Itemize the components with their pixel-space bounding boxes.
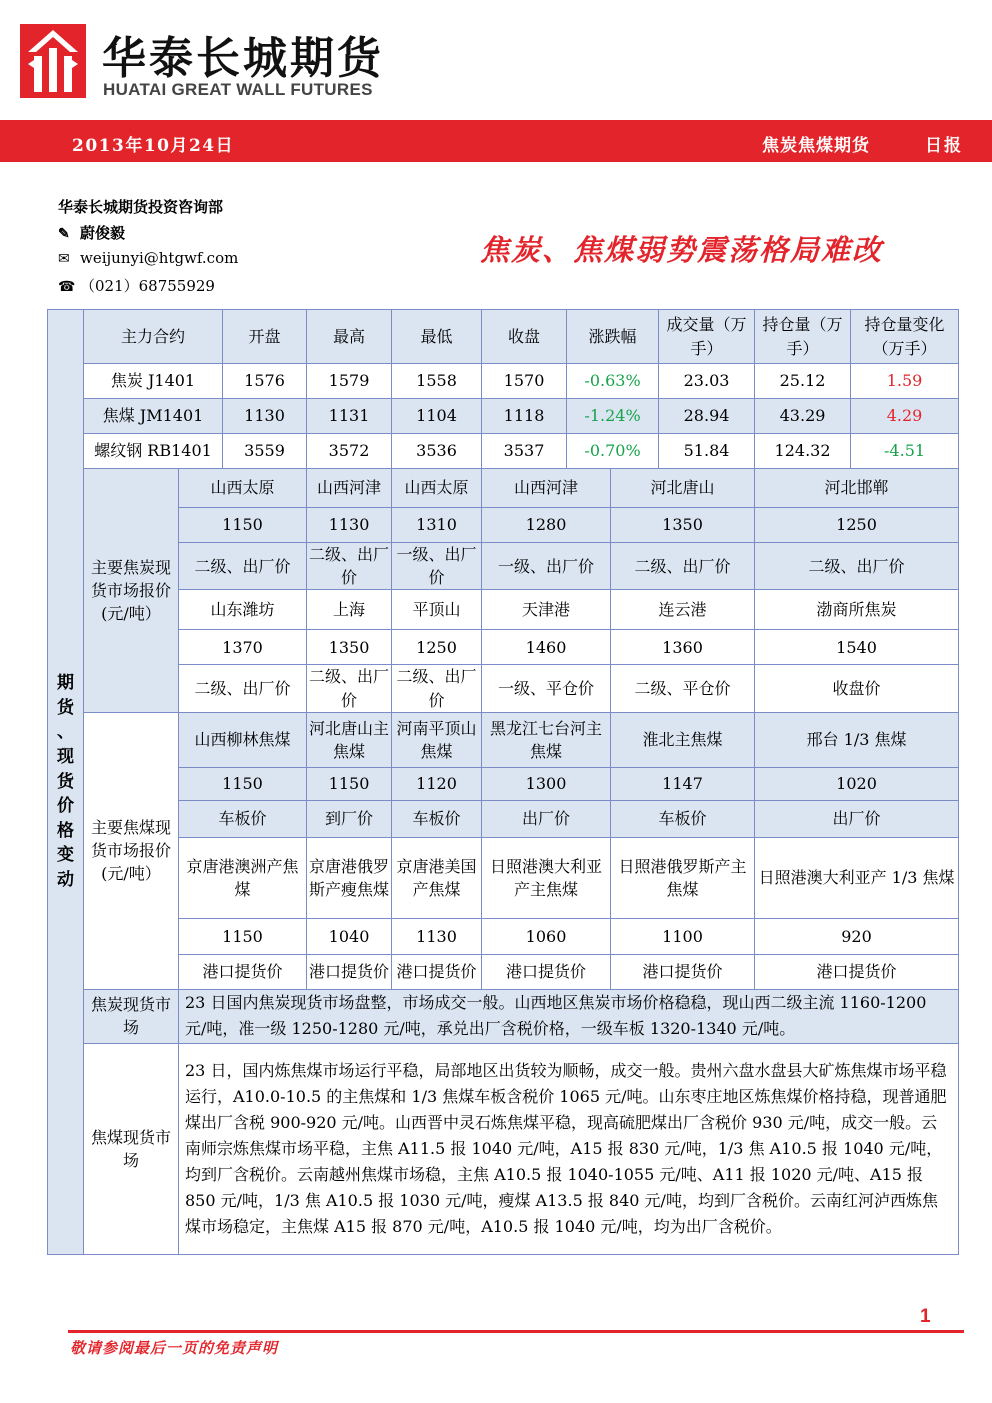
spot-price: 1150 bbox=[179, 767, 307, 800]
price-terms: 港口提货价 bbox=[755, 954, 959, 989]
high-value: 3572 bbox=[307, 434, 392, 469]
author-phone-row bbox=[58, 275, 215, 296]
spot-price: 1150 bbox=[179, 918, 307, 954]
report-product: 焦炭焦煤期货 bbox=[762, 136, 870, 156]
open-value: 1576 bbox=[223, 364, 307, 399]
market-name: 山西柳林焦煤 bbox=[179, 712, 307, 767]
th-contract: 主力合约 bbox=[84, 310, 223, 364]
coal-market-row bbox=[48, 712, 959, 767]
th-oi-change: 持仓量变化（万手） bbox=[851, 310, 959, 364]
price-terms: 港口提货价 bbox=[307, 954, 392, 989]
th-open: 开盘 bbox=[223, 310, 307, 364]
huatai-logo-icon bbox=[18, 22, 88, 100]
price-terms: 二级、出厂价 bbox=[307, 665, 392, 712]
coal-price-row bbox=[48, 918, 959, 954]
open-value: 3559 bbox=[223, 434, 307, 469]
th-close: 收盘 bbox=[482, 310, 567, 364]
close-value: 1118 bbox=[482, 399, 567, 434]
coke-market-text: 23 日国内焦炭现货市场盘整，市场成交一般。山西地区焦炭市场价格稳稳，现山西二级主流 1160-1200 元/吨，准一级 1250-1280 元/吨，承兑出厂含税价格，一级车板 1320-1340 元/吨。 bbox=[179, 989, 959, 1043]
market-name: 京唐港澳洲产焦煤 bbox=[179, 837, 307, 918]
change-value: -0.70% bbox=[567, 434, 659, 469]
price-terms: 车板价 bbox=[392, 800, 482, 837]
futures-row bbox=[48, 364, 959, 399]
spot-price: 1540 bbox=[755, 630, 959, 665]
price-terms: 港口提货价 bbox=[482, 954, 611, 989]
open-value: 1130 bbox=[223, 399, 307, 434]
spot-price: 1310 bbox=[392, 508, 482, 543]
high-value: 1579 bbox=[307, 364, 392, 399]
price-terms: 车板价 bbox=[611, 800, 755, 837]
coal-market-text: 23 日，国内炼焦煤市场运行平稳，局部地区出货较为顺畅，成交一般。贵州六盘水盘县大矿炼焦煤市场平稳运行，A10.0-10.5 的主焦煤和 1/3 焦煤车板含税价 1065 元/吨。山东枣庄地区炼焦煤价格持稳，现普通肥煤出厂含税 900-920 元/吨。山西晋中灵石炼焦煤平稳，现高硫肥煤出厂含税价 930 元/吨，成交一般。云南师宗炼焦煤市场平稳，主焦 A11.5 报 1040 元/吨，A15 报 830 元/吨，1/3 焦 A10.5 报 1040 元/吨，均到厂含税价。云南越州焦煤市场稳，主焦 A10.5 报 1040-1055 元/吨、A11 报 1020 元/吨、A15 报 850 元/吨，1/3 焦 A10.5 报 1030 元/吨，瘦煤 A13.5 报 840 元/吨，均到厂含税价。云南红河泸西炼焦煤市场稳定，主焦煤 A15 报 870 元/吨，A10.5 报 1040 元/吨，均为出厂含税价。 bbox=[179, 1043, 959, 1254]
spot-price: 1360 bbox=[611, 630, 755, 665]
disclaimer-note: 敬请参阅最后一页的免责声明 bbox=[70, 1339, 279, 1357]
price-terms: 二级、出厂价 bbox=[179, 665, 307, 712]
th-open-interest: 持仓量（万手） bbox=[755, 310, 851, 364]
department: 华泰长城期货投资咨询部 bbox=[58, 198, 224, 216]
oi-value: 25.12 bbox=[755, 364, 851, 399]
side-label-text bbox=[50, 671, 81, 893]
market-name: 山西太原 bbox=[392, 469, 482, 508]
price-terms: 港口提货价 bbox=[611, 954, 755, 989]
close-value: 1570 bbox=[482, 364, 567, 399]
low-value: 1558 bbox=[392, 364, 482, 399]
spot-price: 1040 bbox=[307, 918, 392, 954]
th-low: 最低 bbox=[392, 310, 482, 364]
market-name: 黑龙江七台河主焦煤 bbox=[482, 712, 611, 767]
low-value: 1104 bbox=[392, 399, 482, 434]
oi-change-value: -4.51 bbox=[851, 434, 959, 469]
spot-price: 1350 bbox=[611, 508, 755, 543]
price-terms: 二级、出厂价 bbox=[179, 543, 307, 590]
author-email-row bbox=[58, 249, 238, 267]
report-date: 2013年10月24日 bbox=[72, 136, 235, 156]
side-label-char: 现 bbox=[57, 746, 74, 767]
market-name: 淮北主焦煤 bbox=[611, 712, 755, 767]
spot-price: 1150 bbox=[307, 767, 392, 800]
coal-terms-row bbox=[48, 800, 959, 837]
author-email[interactable]: weijunyi@htgwf.com bbox=[80, 249, 239, 267]
spot-price: 1350 bbox=[307, 630, 392, 665]
coke-market-label: 焦炭现货市场 bbox=[84, 989, 179, 1043]
price-terms: 二级、出厂价 bbox=[392, 665, 482, 712]
side-label-char: 价 bbox=[57, 796, 74, 817]
coke-terms-row bbox=[48, 543, 959, 590]
market-name: 山东潍坊 bbox=[179, 590, 307, 630]
spot-price: 920 bbox=[755, 918, 959, 954]
market-name: 渤商所焦炭 bbox=[755, 590, 959, 630]
price-terms: 港口提货价 bbox=[179, 954, 307, 989]
coal-market-label: 焦煤现货市场 bbox=[84, 1043, 179, 1254]
edit-icon: ✎ bbox=[58, 226, 70, 242]
report-header-bar bbox=[0, 120, 992, 162]
side-label-char: 变 bbox=[57, 845, 74, 866]
coal-price-row bbox=[48, 767, 959, 800]
spot-price: 1460 bbox=[482, 630, 611, 665]
coke-market-row bbox=[48, 590, 959, 630]
coal-spot-label: 主要焦煤现货市场报价(元/吨） bbox=[84, 712, 179, 989]
side-label bbox=[48, 310, 84, 1255]
spot-price: 1020 bbox=[755, 767, 959, 800]
oi-change-value: 4.29 bbox=[851, 399, 959, 434]
contract-name: 焦炭 J1401 bbox=[84, 364, 223, 399]
market-name: 天津港 bbox=[482, 590, 611, 630]
market-name: 平顶山 bbox=[392, 590, 482, 630]
brand-name-en: HUATAI GREAT WALL FUTURES bbox=[103, 80, 373, 99]
futures-header-row bbox=[48, 310, 959, 364]
author-name: 蔚俊毅 bbox=[80, 224, 126, 242]
price-terms: 到厂价 bbox=[307, 800, 392, 837]
price-terms: 一级、出厂价 bbox=[392, 543, 482, 590]
price-terms: 车板价 bbox=[179, 800, 307, 837]
price-terms: 一级、出厂价 bbox=[482, 543, 611, 590]
coal-commentary-row bbox=[48, 1043, 959, 1254]
envelope-icon: ✉ bbox=[58, 251, 70, 267]
side-label-char: 、 bbox=[57, 722, 74, 743]
futures-row bbox=[48, 434, 959, 469]
close-value: 3537 bbox=[482, 434, 567, 469]
footer-divider bbox=[68, 1330, 964, 1333]
coke-terms-row bbox=[48, 665, 959, 712]
report-type: 日报 bbox=[925, 136, 963, 156]
spot-price: 1250 bbox=[755, 508, 959, 543]
coal-market-row bbox=[48, 837, 959, 918]
price-terms: 出厂价 bbox=[755, 800, 959, 837]
market-name: 河北唐山 bbox=[611, 469, 755, 508]
change-value: -0.63% bbox=[567, 364, 659, 399]
side-label-char: 货 bbox=[57, 697, 74, 718]
price-terms: 二级、出厂价 bbox=[611, 543, 755, 590]
market-name: 日照港澳大利亚产主焦煤 bbox=[482, 837, 611, 918]
author-phone: （021）68755929 bbox=[80, 277, 215, 295]
low-value: 3536 bbox=[392, 434, 482, 469]
headline: 焦炭、焦煤弱势震荡格局难改 bbox=[480, 233, 884, 267]
high-value: 1131 bbox=[307, 399, 392, 434]
market-name: 京唐港俄罗斯产瘦焦煤 bbox=[307, 837, 392, 918]
market-name: 日照港俄罗斯产主焦煤 bbox=[611, 837, 755, 918]
price-terms: 二级、出厂价 bbox=[755, 543, 959, 590]
market-name: 连云港 bbox=[611, 590, 755, 630]
market-name: 日照港澳大利亚产 1/3 焦煤 bbox=[755, 837, 959, 918]
author-name-row bbox=[58, 222, 125, 243]
spot-price: 1150 bbox=[179, 508, 307, 543]
side-label-char: 格 bbox=[57, 820, 74, 841]
market-name: 邢台 1/3 焦煤 bbox=[755, 712, 959, 767]
phone-icon: ☎ bbox=[58, 279, 76, 295]
price-terms: 港口提货价 bbox=[392, 954, 482, 989]
th-change: 涨跌幅 bbox=[567, 310, 659, 364]
brand-name-cn: 华泰长城期货 bbox=[102, 33, 384, 84]
market-name: 山西河津 bbox=[482, 469, 611, 508]
market-name: 河北唐山主焦煤 bbox=[307, 712, 392, 767]
volume-value: 28.94 bbox=[659, 399, 755, 434]
futures-row bbox=[48, 399, 959, 434]
oi-value: 43.29 bbox=[755, 399, 851, 434]
spot-price: 1100 bbox=[611, 918, 755, 954]
price-table bbox=[47, 309, 959, 1255]
market-name: 京唐港美国产焦煤 bbox=[392, 837, 482, 918]
side-label-char: 动 bbox=[57, 870, 74, 891]
spot-price: 1147 bbox=[611, 767, 755, 800]
market-name: 河南平顶山焦煤 bbox=[392, 712, 482, 767]
price-terms: 收盘价 bbox=[755, 665, 959, 712]
oi-change-value: 1.59 bbox=[851, 364, 959, 399]
coke-market-row bbox=[48, 469, 959, 508]
spot-price: 1280 bbox=[482, 508, 611, 543]
coke-spot-label: 主要焦炭现货市场报价(元/吨） bbox=[84, 469, 179, 713]
th-volume: 成交量（万手） bbox=[659, 310, 755, 364]
market-name: 山西河津 bbox=[307, 469, 392, 508]
spot-price: 1250 bbox=[392, 630, 482, 665]
side-label-char: 货 bbox=[57, 771, 74, 792]
coke-price-row bbox=[48, 630, 959, 665]
price-terms: 二级、出厂价 bbox=[307, 543, 392, 590]
volume-value: 23.03 bbox=[659, 364, 755, 399]
volume-value: 51.84 bbox=[659, 434, 755, 469]
oi-value: 124.32 bbox=[755, 434, 851, 469]
contract-name: 螺纹钢 RB1401 bbox=[84, 434, 223, 469]
market-name: 河北邯郸 bbox=[755, 469, 959, 508]
spot-price: 1130 bbox=[307, 508, 392, 543]
spot-price: 1120 bbox=[392, 767, 482, 800]
side-label-char: 期 bbox=[57, 672, 74, 693]
price-terms: 二级、平仓价 bbox=[611, 665, 755, 712]
spot-price: 1300 bbox=[482, 767, 611, 800]
coal-terms-row bbox=[48, 954, 959, 989]
spot-price: 1060 bbox=[482, 918, 611, 954]
change-value: -1.24% bbox=[567, 399, 659, 434]
market-name: 上海 bbox=[307, 590, 392, 630]
spot-price: 1130 bbox=[392, 918, 482, 954]
market-name: 山西太原 bbox=[179, 469, 307, 508]
contract-name: 焦煤 JM1401 bbox=[84, 399, 223, 434]
price-terms: 出厂价 bbox=[482, 800, 611, 837]
price-terms: 一级、平仓价 bbox=[482, 665, 611, 712]
spot-price: 1370 bbox=[179, 630, 307, 665]
coke-commentary-row bbox=[48, 989, 959, 1043]
th-high: 最高 bbox=[307, 310, 392, 364]
page-number: 1 bbox=[920, 1306, 931, 1327]
coke-price-row bbox=[48, 508, 959, 543]
